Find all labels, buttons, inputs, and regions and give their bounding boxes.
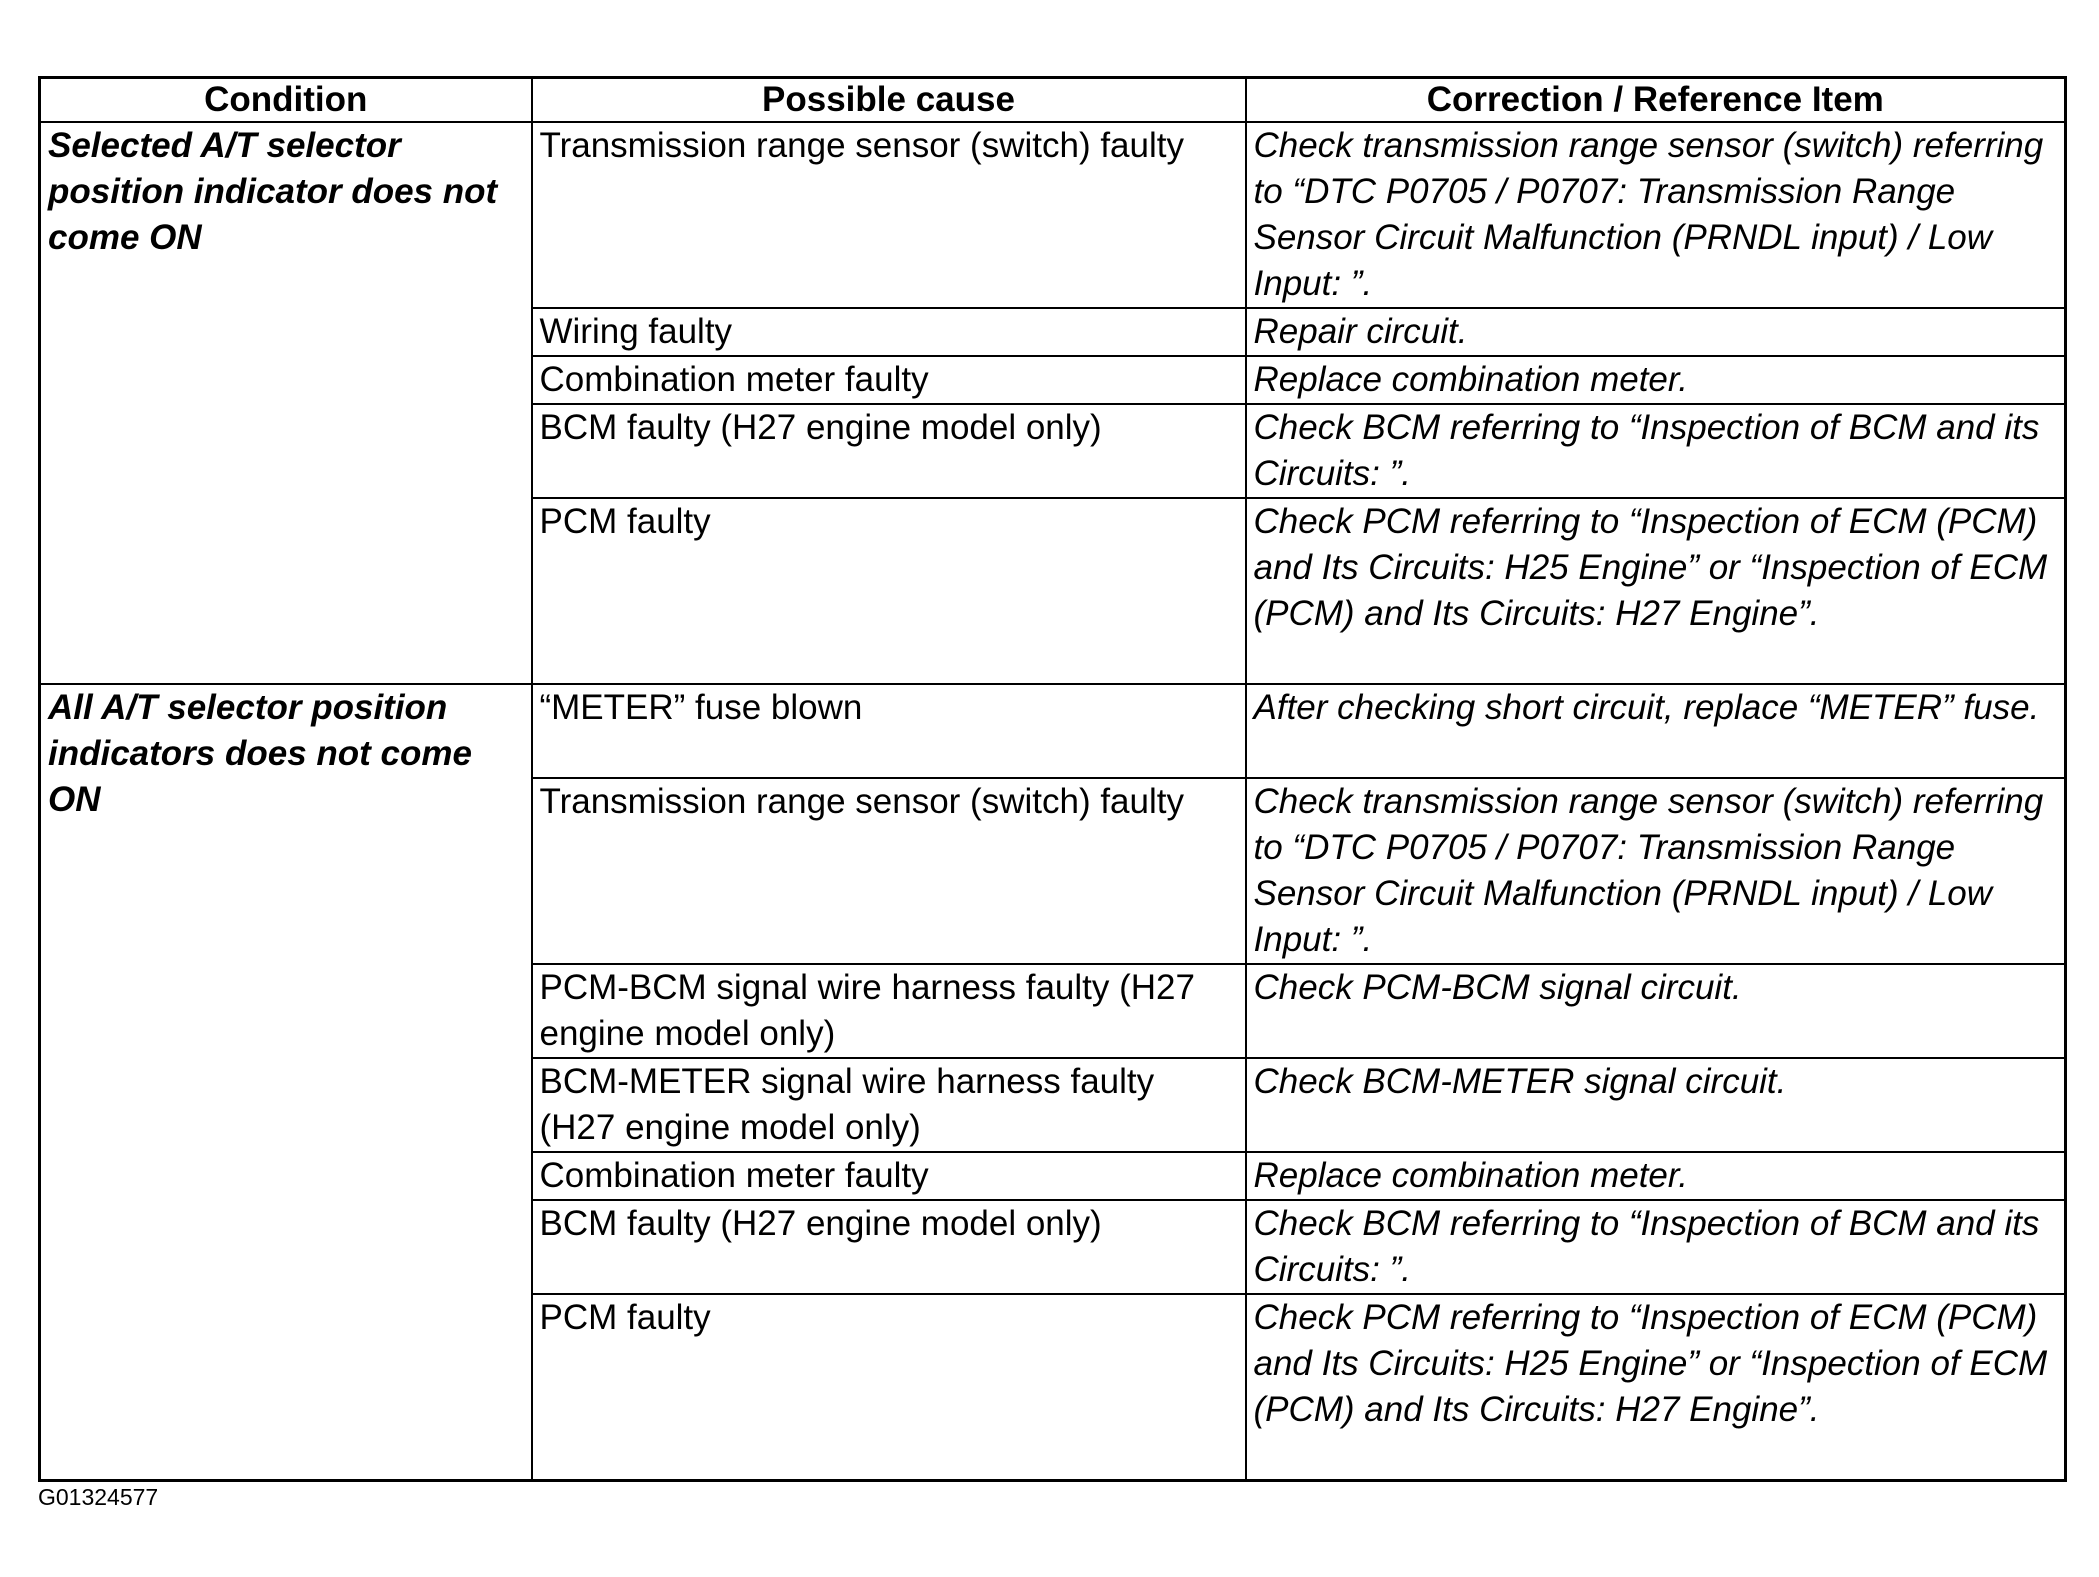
- condition-cell: All A/T selector position indicators does not come ON: [40, 684, 532, 1481]
- cause-cell: PCM faulty: [532, 1294, 1246, 1481]
- header-correction: Correction / Reference Item: [1246, 78, 2066, 123]
- correction-cell: Check transmission range sensor (switch) referring to “DTC P0705 / P0707: Transmission Range Sensor Circuit Malfunction (PRNDL input) / Low Input: ”.: [1246, 778, 2066, 964]
- table-row: [40, 122, 2066, 308]
- header-possible-cause: Possible cause: [532, 78, 1246, 123]
- correction-cell: Check PCM referring to “Inspection of ECM (PCM) and Its Circuits: H25 Engine” or “Inspection of ECM (PCM) and Its Circuits: H27 Engine”.: [1246, 1294, 2066, 1481]
- correction-cell: Check transmission range sensor (switch) referring to “DTC P0705 / P0707: Transmission Range Sensor Circuit Malfunction (PRNDL input) / Low Input: ”.: [1246, 122, 2066, 308]
- header-row: [40, 78, 2066, 123]
- correction-cell: Replace combination meter.: [1246, 1152, 2066, 1200]
- cause-cell: BCM faulty (H27 engine model only): [532, 404, 1246, 498]
- header-condition: Condition: [40, 78, 532, 123]
- condition-cell: Selected A/T selector position indicator does not come ON: [40, 122, 532, 684]
- correction-cell: Check BCM referring to “Inspection of BCM and its Circuits: ”.: [1246, 404, 2066, 498]
- troubleshooting-table: [38, 76, 2067, 1482]
- cause-cell: PCM-BCM signal wire harness faulty (H27 engine model only): [532, 964, 1246, 1058]
- cause-cell: Transmission range sensor (switch) faulty: [532, 778, 1246, 964]
- correction-cell: Check BCM-METER signal circuit.: [1246, 1058, 2066, 1152]
- cause-cell: “METER” fuse blown: [532, 684, 1246, 778]
- correction-cell: After checking short circuit, replace “METER” fuse.: [1246, 684, 2066, 778]
- figure-id: G01324577: [38, 1484, 159, 1510]
- correction-cell: Repair circuit.: [1246, 308, 2066, 356]
- cause-cell: PCM faulty: [532, 498, 1246, 684]
- table-row: [40, 684, 2066, 778]
- correction-cell: Check PCM referring to “Inspection of ECM (PCM) and Its Circuits: H25 Engine” or “Inspection of ECM (PCM) and Its Circuits: H27 Engine”.: [1246, 498, 2066, 684]
- correction-cell: Check PCM-BCM signal circuit.: [1246, 964, 2066, 1058]
- cause-cell: Combination meter faulty: [532, 356, 1246, 404]
- cause-cell: Combination meter faulty: [532, 1152, 1246, 1200]
- cause-cell: Transmission range sensor (switch) faulty: [532, 122, 1246, 308]
- cause-cell: BCM faulty (H27 engine model only): [532, 1200, 1246, 1294]
- correction-cell: Check BCM referring to “Inspection of BCM and its Circuits: ”.: [1246, 1200, 2066, 1294]
- cause-cell: Wiring faulty: [532, 308, 1246, 356]
- cause-cell: BCM-METER signal wire harness faulty (H27 engine model only): [532, 1058, 1246, 1152]
- correction-cell: Replace combination meter.: [1246, 356, 2066, 404]
